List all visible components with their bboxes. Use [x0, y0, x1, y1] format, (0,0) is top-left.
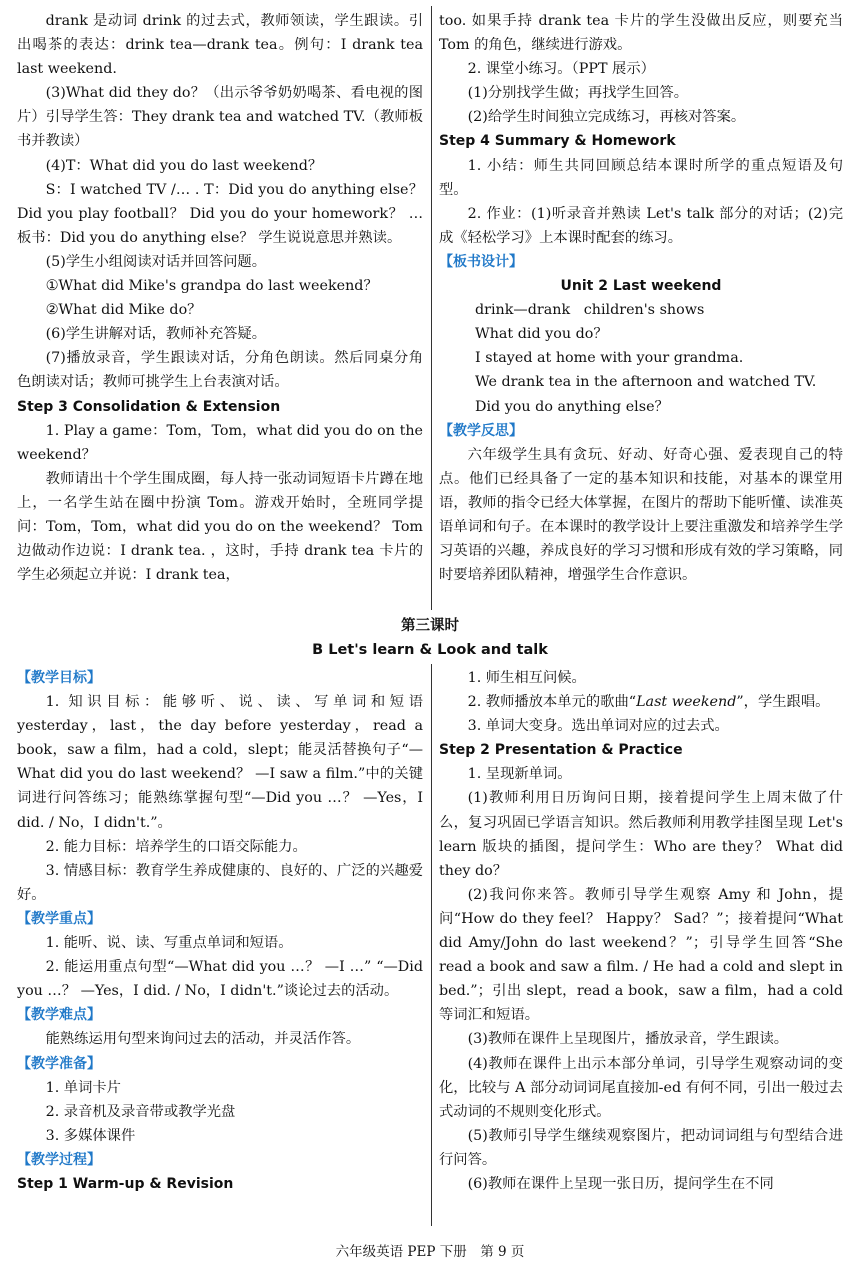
board-title: Unit 2 Last weekend — [560, 278, 722, 295]
paragraph: (7)播放录音，学生跟读对话，分角色朗读。然后同桌分角色朗读对话；教师可挑学生上台表演对话。 — [17, 350, 423, 391]
step-heading: Step 2 Presentation & Practice — [439, 742, 683, 759]
lesson-title: 第三课时 — [401, 618, 459, 634]
board-line: We drank tea in the afternoon and watched TV. — [475, 374, 817, 391]
step-heading: Step 3 Consolidation & Extension — [17, 398, 281, 415]
board-line: drink—drank children's shows — [475, 302, 705, 319]
paragraph: 教师请出十个学生围成圈，每人持一张动词短语卡片蹲在地上，一名学生站在圈中扮演 Tom。游戏开始时，全班同学提问：Tom，Tom，what did you do on the weekend？ Tom 边做动作边说：I drank tea. ，这时，手持 drank tea 卡片的学生必须起立并说：I drank tea， — [17, 470, 423, 584]
section-tag-goals: 【教学目标】 — [17, 670, 101, 686]
song-title: Last weekend — [636, 694, 737, 711]
paragraph: 2. 能力目标：培养学生的口语交际能力。 — [45, 838, 307, 855]
step-heading: Step 1 Warm-up & Revision — [17, 1175, 234, 1192]
paragraph: drank 是动词 drink 的过去式，教师领读，学生跟读。引出喝茶的表达：drink tea—drank tea。例句：I drank tea last weekend. — [17, 13, 423, 78]
page-footer: 六年级英语 PEP 下册 第 9 页 — [335, 1244, 525, 1260]
board-line: What did you do？ — [475, 326, 608, 343]
paragraph: (4)教师在课件上出示本部分单词，引导学生观察动词的变化，比较与 A 部分动词词尾直接加-ed 有何不同，引出一般过去式动词的不规则变化形式。 — [439, 1055, 843, 1120]
paragraph: (1)分别找学生做；再找学生回答。 — [467, 85, 689, 102]
section-tag-reflection: 【教学反思】 — [439, 422, 523, 439]
section-tag-process: 【教学过程】 — [17, 1151, 101, 1168]
paragraph: 1. 小结：师生共同回顾总结本课时所学的重点短语及句型。 — [439, 157, 843, 198]
paragraph: 1. 单词卡片 — [45, 1079, 121, 1096]
paragraph: 1. 知识目标：能够听、说、读、写单词和短语 yesterday，last，the day before yesterday，read a book，saw a film，had a cold，slept；能灵活替换句子“—What did you do last weekend？ —I saw a film.”中的关键词进行问答练习；能熟练掌握句型“—Did you …？ —Yes，I did. / No，I didn't.”。 — [17, 694, 423, 831]
paragraph: 3. 单词大变身。选出单词对应的过去式。 — [467, 718, 729, 735]
paragraph: 1. 能听、说、读、写重点单词和短语。 — [45, 935, 293, 952]
paragraph: 3. 情感目标：教育学生养成健康的、良好的、广泛的兴趣爱好。 — [17, 862, 423, 903]
right-column-top — [439, 9, 843, 587]
paragraph: 2. 能运用重点句型“—What did you …？ —I …” “—Did you …？ —Yes，I did. / No，I didn't.”谈论过去的活动。 — [17, 959, 423, 1000]
paragraph: (3)What did they do？（出示爷爷奶奶喝茶、看电视的图片）引导学生答：They drank tea and watched TV.（教师板书并教读） — [17, 85, 423, 150]
paragraph: too. 如果手持 drank tea 卡片的学生没做出反应，则要充当 Tom 的角色，继续进行游戏。 — [439, 13, 843, 54]
paragraph: (1)教师利用日历询问日期，接着提问学生上周末做了什么，复习巩固已学语言知识。然后教师利用教学挂图呈现 Let's learn 版块的插图，提问学生：Who are they？ What did they do？ — [439, 790, 843, 879]
paragraph: (6)教师在课件上呈现一张日历，提问学生在不同 — [467, 1175, 774, 1192]
paragraph: S：I watched TV /… . T：Did you do anything else？ Did you play football？ Did you do your homework？ …板书：Did you do anything else？ 学生说说意思并熟读。 — [17, 181, 423, 246]
paragraph: 2. 课堂小练习。（PPT 展示） — [467, 61, 655, 78]
board-line: I stayed at home with your grandma. — [475, 350, 744, 367]
paragraph: (4)T：What did you do last weekend？ — [45, 157, 323, 174]
paragraph: 1. Play a game：Tom，Tom，what did you do on the weekend？ — [17, 422, 423, 463]
paragraph — [439, 690, 843, 714]
paragraph: (5)教师引导学生继续观察图片，把动词词组与句型结合进行问答。 — [439, 1127, 843, 1168]
paragraph: 2. 作业：(1)听录音并熟读 Let's talk 部分的对话；(2)完成《轻松学习》上本课时配套的练习。 — [439, 205, 843, 246]
paragraph: ②What did Mike do？ — [45, 302, 202, 319]
section-tag-preparation: 【教学准备】 — [17, 1055, 101, 1072]
column-divider-top — [431, 6, 432, 610]
section-tag-board: 【板书设计】 — [439, 253, 523, 270]
paragraph: 3. 多媒体课件 — [45, 1127, 136, 1144]
paragraph: 2. 录音机及录音带或教学光盘 — [45, 1103, 236, 1120]
song-outro: ”，学生跟唱。 — [736, 694, 830, 711]
lesson-subtitle: B Let's learn & Look and talk — [312, 642, 548, 658]
paragraph: ①What did Mike's grandpa do last weekend？ — [45, 278, 378, 295]
paragraph: 能熟练运用句型来询问过去的活动，并灵活作答。 — [45, 1031, 361, 1048]
right-column-bottom — [439, 666, 843, 1196]
left-column-top — [17, 9, 423, 587]
paragraph: 六年级学生具有贪玩、好动、好奇心强、爱表现自己的特点。他们已经具备了一定的基本知识和技能，对基本的课堂用语，教师的指令已经大体掌握，在图片的帮助下能听懂、读准英语单词和句子。在本课时的教学设计上要注重激发和培养学生学习英语的兴趣，养成良好的学习习惯和形成有效的学习策略，同时要培养团队精神，增强学生合作意识。 — [439, 446, 843, 584]
paragraph: (5)学生小组阅读对话并回答问题。 — [45, 253, 267, 270]
paragraph: (6)学生讲解对话，教师补充答疑。 — [45, 326, 267, 343]
left-column-bottom — [17, 666, 423, 1196]
section-tag-key-points: 【教学重点】 — [17, 910, 101, 927]
song-intro: 2. 教师播放本单元的歌曲“ — [467, 694, 637, 711]
board-line: Did you do anything else？ — [475, 398, 669, 415]
section-tag-difficulty: 【教学难点】 — [17, 1007, 101, 1024]
paragraph: (3)教师在课件上呈现图片，播放录音，学生跟读。 — [467, 1031, 789, 1048]
step-heading: Step 4 Summary & Homework — [439, 133, 676, 150]
paragraph: (2)给学生时间独立完成练习，再核对答案。 — [467, 109, 746, 126]
paragraph: 1. 呈现新单词。 — [467, 766, 572, 783]
paragraph: 1. 师生相互问候。 — [467, 670, 586, 686]
column-divider-bottom — [431, 664, 432, 1226]
paragraph: (2)我问你来答。教师引导学生观察 Amy 和 John，提问“How do they feel？ Happy？ Sad？”；接着提问“What did Amy/John do last weekend？”；引导学生回答“She read a book and saw a film. / He had a cold and slept in bed.”；引出 slept，read a book，saw a film，had a cold 等词汇和短语。 — [439, 886, 843, 1024]
